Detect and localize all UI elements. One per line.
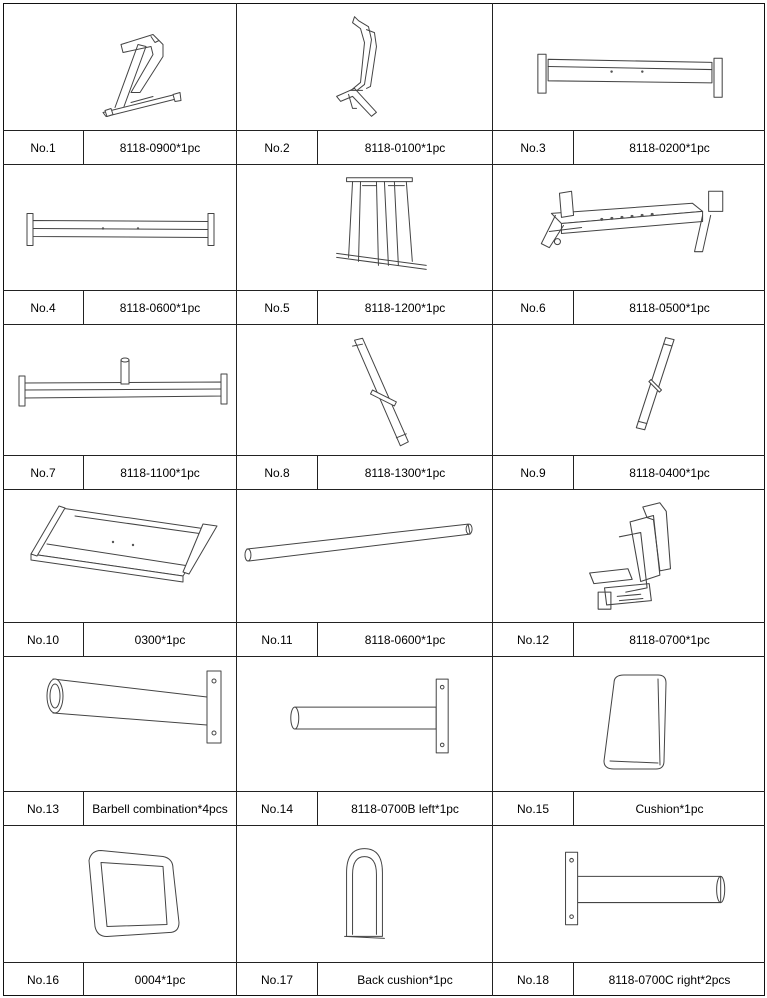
part-cell (237, 165, 493, 325)
part-number: No.6 (493, 291, 574, 324)
part-label-row (3, 622, 236, 656)
parts-row (3, 657, 765, 826)
part-code: Cushion*1pc (635, 801, 704, 816)
part-label-row (237, 622, 492, 656)
part-cell (493, 657, 765, 826)
part-number: No.12 (493, 623, 574, 656)
part-code: 8118-0500*1pc (629, 300, 710, 315)
part-label-row (3, 962, 236, 996)
part-number: No.8 (237, 456, 318, 489)
part-label-row (493, 791, 765, 825)
part-cell (237, 3, 493, 165)
part-code: 8118-0700B left*1pc (351, 801, 459, 816)
part-code: 8118-0600*1pc (119, 300, 201, 315)
rail-frame-icon (237, 165, 492, 291)
part-code: 8118-0600*1pc (364, 632, 446, 647)
crossbar-with-post-icon (3, 325, 236, 456)
part-cell (3, 165, 237, 325)
part-code: Barbell combination*4pcs (92, 801, 228, 816)
parts-row (3, 3, 765, 165)
part-number: No.17 (237, 963, 318, 996)
left-peg-icon (237, 657, 492, 792)
part-cell (3, 490, 237, 657)
part-number: No.14 (237, 792, 318, 825)
part-number: No.1 (3, 131, 84, 164)
part-label-row (237, 130, 492, 164)
part-cell (237, 826, 493, 996)
part-code: 8118-0100*1pc (364, 140, 446, 155)
long-tube-crossbar-icon (3, 165, 236, 291)
parts-row (3, 325, 765, 490)
part-label-row (493, 455, 765, 489)
parts-grid (3, 3, 765, 996)
base-frame-icon (493, 165, 765, 291)
part-cell (3, 657, 237, 826)
part-cell (237, 325, 493, 490)
part-number: No.13 (3, 792, 84, 825)
part-number: No.3 (493, 131, 574, 164)
parts-row (3, 165, 765, 325)
part-cell (3, 826, 237, 996)
part-code: 8118-0400*1pc (629, 465, 710, 480)
part-cell (493, 325, 765, 490)
part-code: 8118-1200*1pc (364, 300, 446, 315)
part-code: 8118-0700*1pc (629, 632, 710, 647)
part-code: 8118-0200*1pc (629, 140, 710, 155)
frame-upright-icon (237, 3, 492, 131)
seat-frame-icon (493, 490, 765, 623)
square-pad-icon (3, 826, 236, 962)
part-cell (493, 826, 765, 996)
part-number: No.10 (3, 623, 84, 656)
crossbar-icon (493, 3, 765, 131)
part-label-row (3, 791, 236, 825)
long-pipe-icon (237, 490, 492, 623)
part-cell (237, 657, 493, 826)
part-number: No.5 (237, 291, 318, 324)
upright-tube-icon (493, 325, 765, 456)
part-number: No.16 (3, 963, 84, 996)
part-cell (3, 3, 237, 165)
part-cell (493, 490, 765, 657)
part-label-row (3, 130, 236, 164)
part-cell (493, 165, 765, 325)
part-label-row (237, 290, 492, 324)
part-label-row (237, 791, 492, 825)
tray-icon (3, 490, 236, 623)
part-label-row (237, 962, 492, 996)
part-label-row (493, 130, 765, 164)
part-number: No.15 (493, 792, 574, 825)
barbell-holder-icon (3, 657, 236, 792)
part-code: 0004*1pc (134, 972, 186, 987)
part-label-row (493, 962, 765, 996)
part-label-row (3, 290, 236, 324)
back-cushion-icon (237, 826, 492, 962)
part-code: 8118-0900*1pc (119, 140, 201, 155)
part-code: 8118-1300*1pc (364, 465, 446, 480)
part-code: Back cushion*1pc (357, 972, 453, 987)
part-cell (237, 490, 493, 657)
part-number: No.11 (237, 623, 318, 656)
part-label-row (3, 455, 236, 489)
right-peg-icon (493, 826, 765, 962)
part-number: No.9 (493, 456, 574, 489)
part-code: 8118-0700C right*2pcs (608, 972, 731, 987)
part-number: No.7 (3, 456, 84, 489)
parts-row (3, 826, 765, 996)
part-label-row (493, 622, 765, 656)
part-cell (493, 3, 765, 165)
part-number: No.2 (237, 131, 318, 164)
part-code: 0300*1pc (134, 632, 186, 647)
parts-row (3, 490, 765, 657)
part-cell (3, 325, 237, 490)
frame-a-icon (3, 3, 236, 131)
part-number: No.18 (493, 963, 574, 996)
part-number: No.4 (3, 291, 84, 324)
part-label-row (237, 455, 492, 489)
angled-tube-icon (237, 325, 492, 456)
part-label-row (493, 290, 765, 324)
cushion-icon (493, 657, 765, 792)
part-code: 8118-1100*1pc (120, 465, 200, 480)
